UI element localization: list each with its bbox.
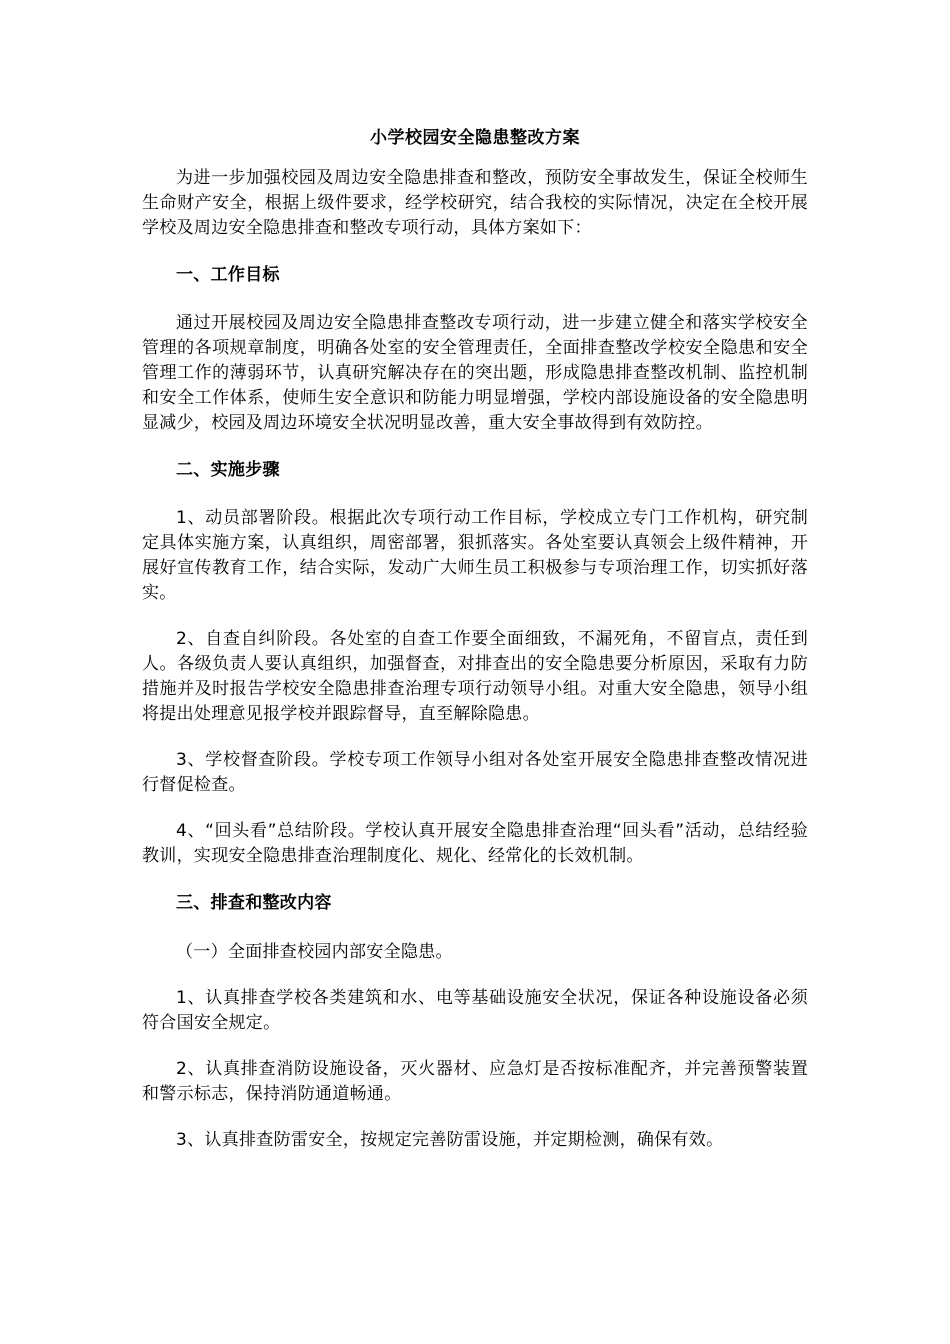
document-title: 小学校园安全隐患整改方案 bbox=[370, 128, 580, 148]
document-body bbox=[142, 118, 808, 1174]
step-paragraph-mobilize: 1、动员部署阶段。根据此次专项行动工作目标，学校成立专门工作机构，研究制定具体实施方案，认真组织，周密部署，狠抓落实。各处室要认真领会上级件精神，开展好宣传教育工作，结合实际，发动广大师生员工积极参与专项治理工作，切实抓好落实。 bbox=[142, 508, 808, 603]
step-paragraph-supervision: 3、学校督查阶段。学校专项工作领导小组对各处室开展安全隐患排查整改情况进行督促检查。 bbox=[142, 750, 808, 795]
intro-paragraph: 为进一步加强校园及周边安全隐患排查和整改，预防安全事故发生，保证全校师生生命财产安全，根据上级件要求，经学校研究，结合我校的实际情况，决定在全校开展学校及周边安全隐患排查和整改专项行动，具体方案如下： bbox=[142, 168, 808, 238]
step-paragraph-self-check: 2、自查自纠阶段。各处室的自查工作要全面细致，不漏死角，不留盲点，责任到人。各级负责人要认真组织，加强督查，对排查出的安全隐患要分析原因，采取有力防措施并及时报告学校安全隐患排查治理专项行动领导小组。对重大安全隐患，领导小组将提出处理意见报学校并跟踪督导，直至解除隐患。 bbox=[142, 629, 808, 724]
section-heading-goals: 一、工作目标 bbox=[176, 265, 280, 285]
step-paragraph-review: 4、“回头看”总结阶段。学校认真开展安全隐患排查治理“回头看”活动，总结经验教训，实现安全隐患排查治理制度化、规化、经常化的长效机制。 bbox=[142, 821, 808, 866]
inspection-paragraph-buildings: 1、认真排查学校各类建筑和水、电等基础设施安全状况，保证各种设施设备必须符合国安全规定。 bbox=[142, 988, 808, 1033]
inspection-paragraph-lightning: 3、认真排查防雷安全，按规定完善防雷设施，并定期检测，确保有效。 bbox=[176, 1130, 724, 1150]
inspection-paragraph-fire: 2、认真排查消防设施设备，灭火器材、应急灯是否按标准配齐，并完善预警装置和警示标志，保持消防通道畅通。 bbox=[142, 1059, 808, 1104]
inspection-subheading: （一）全面排查校园内部安全隐患。 bbox=[176, 942, 453, 962]
section-heading-steps: 二、实施步骤 bbox=[176, 460, 280, 480]
section-heading-inspection: 三、排查和整改内容 bbox=[176, 893, 332, 913]
goals-paragraph: 通过开展校园及周边安全隐患排查整改专项行动，进一步建立健全和落实学校安全管理的各项规章制度，明确各处室的安全管理责任，全面排查整改学校安全隐患和安全管理工作的薄弱环节，认真研究解决存在的突出题，形成隐患排查整改机制、监控机制和安全工作体系，使师生安全意识和防能力明显增强，学校内部设施设备的安全隐患明显减少，校园及周边环境安全状况明显改善，重大安全事故得到有效防控。 bbox=[142, 313, 808, 433]
